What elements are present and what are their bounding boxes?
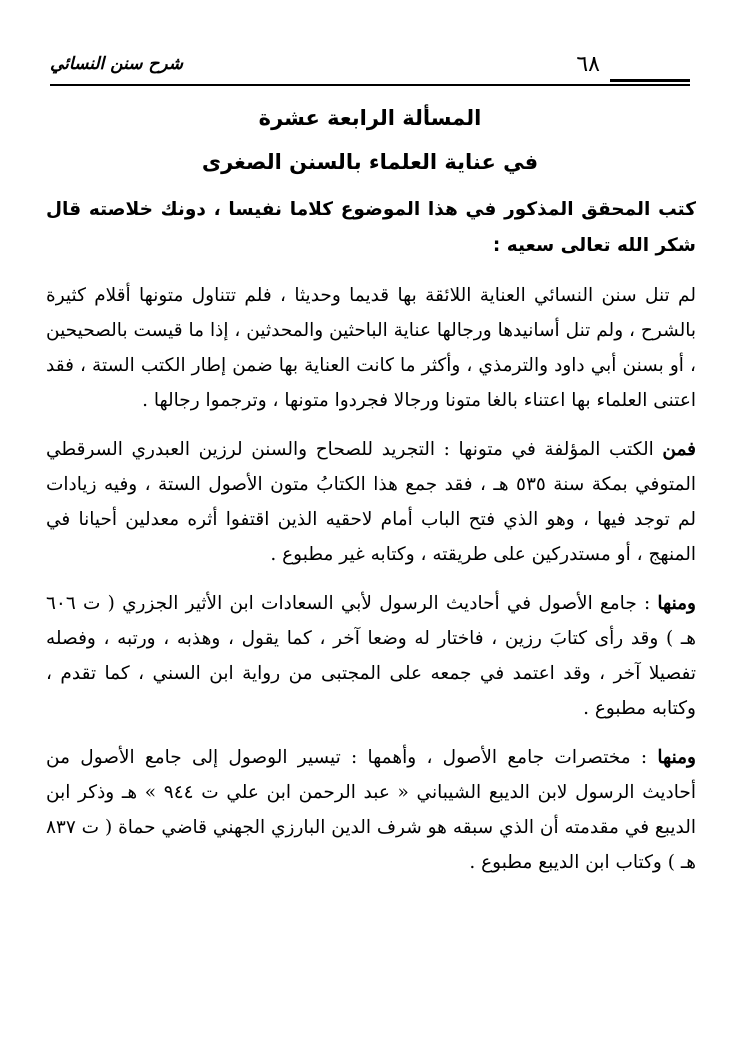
paragraph-lead: ومنها xyxy=(657,593,696,614)
paragraph-text: : مختصرات جامع الأصول ، وأهمها : تيسير الوصول إلى جامع الأصول من أحاديث الرسول لابن الديبع الشيباني « عبد الرحمن ابن علي ت ٩٤٤ » هـ وذكر ابن الديبع في مقدمته أن الذي سبقه هو شرف الدين البارزي الجهني قاضي حماة ( ت ٨٣٧ هـ ) وكتاب ابن الديبع مطبوع . xyxy=(45,747,696,873)
body-text xyxy=(46,192,696,894)
header-rule-accent xyxy=(610,79,690,82)
paragraph-text: : جامع الأصول في أحاديث الرسول لأبي السعادات ابن الأثير الجزري ( ت ٦٠٦ هـ ) وقد رأى كتابَ رزين ، فاختار له وضعا آخر ، كما يقول ، وهذبه ، ورتبه ، وفصله تفصيلا آخر ، وقد اعتمد في جمعه على المجتبى من رواية ابن السني ، كما تقدم ، وكتابه مطبوع . xyxy=(46,593,696,719)
page-number: ٦٨ xyxy=(576,52,600,77)
paragraph xyxy=(46,586,696,726)
header-rule xyxy=(50,84,690,86)
paragraph-text: الكتب المؤلفة في متونها : التجريد للصحاح والسنن لرزين العبدري السرقطي المتوفي بمكة سنة ٥٣٥ هـ ، فقد جمع هذا الكتابُ متون الأصول الستة ، وفيه زيادات لم توجد فيها ، وهو الذي فتح الباب أمام لاحقيه الذين اقتفوا أثره معدلين أحيانا في المنهج ، أو مستدركين على طريقته ، وكتابه غير مطبوع . xyxy=(46,439,696,565)
running-book-title: شرح سنن النسائي xyxy=(50,54,184,74)
section-title: المسألة الرابعة عشرة xyxy=(258,106,482,130)
page-header xyxy=(50,52,690,86)
paragraph-text: لم تنل سنن النسائي العناية اللائقة بها قديما وحديثا ، فلم تتناول متونها أقلام كثيرة بالشرح ، ولم تنل أسانيدها ورجالها عناية الباحثين والمحدثين ، إذا ما قيست بالصحيحين ، أو بسنن أبي داود والترمذي ، وأكثر ما كانت العناية بها ضمن إطار الكتب الستة ، فقد اعتنى العلماء بها اعتناء بالغا متونا ورجالا فجردوا متونها ، وترجموا رجالها . xyxy=(46,285,696,411)
paragraph-lead: فمن xyxy=(662,439,696,460)
paragraph xyxy=(46,278,696,418)
paragraph-text: كتب المحقق المذكور في هذا الموضوع كلاما نفيسا ، دونك خلاصته قال شكر الله تعالى سعيه : xyxy=(46,199,696,256)
paragraph xyxy=(46,432,696,572)
paragraph-intro xyxy=(46,192,696,264)
section-subtitle: في عناية العلماء بالسنن الصغرى xyxy=(201,150,539,174)
paragraph-lead: ومنها xyxy=(657,747,696,768)
paragraph xyxy=(46,740,696,880)
